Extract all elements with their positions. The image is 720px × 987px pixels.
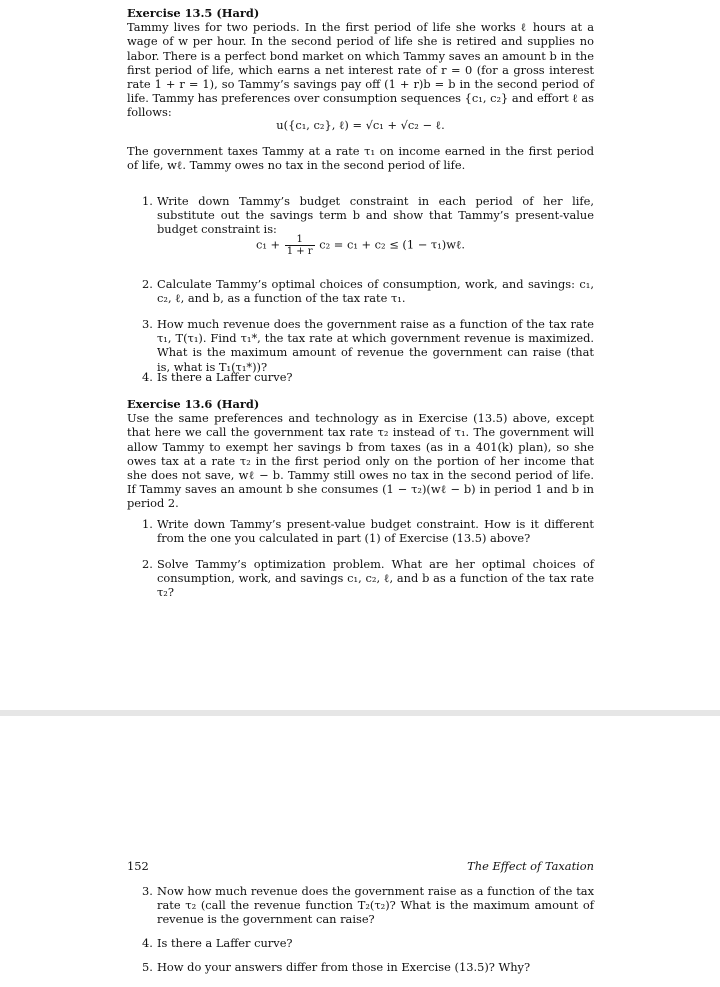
budget-constraint-equation — [127, 234, 594, 257]
question-number: 3. — [142, 317, 153, 331]
exercise-13-5-tax-paragraph: The government taxes Tammy at a rate τ₁ on income earned in the first period of life, wℓ. Tammy owes no tax in the second period of life. — [127, 144, 594, 173]
fraction-numerator: 1 — [285, 234, 315, 246]
question-number: 2. — [142, 277, 153, 291]
utility-equation: u({c₁, c₂}, ℓ) = √c₁ + √c₂ − ℓ. — [276, 118, 445, 132]
exercise-13-6-paragraph: Use the same preferences and technology as in Exercise (13.5) above, except that here we call the government tax rate τ₂ instead of τ₁. The government will allow Tammy to exempt her savings b from taxes (as in a 401(k) plan), so she owes tax at a rate τ₂ in the first period only on the portion of her income that she does not save, wℓ − b. Tammy still owes no tax in the second period of life. If Tammy saves an amount b she consumes (1 − τ₂)(wℓ − b) in period 1 and b in period 2. — [127, 411, 594, 511]
question-number: 4. — [142, 936, 153, 950]
question-text: Is there a Laffer curve? — [157, 370, 293, 384]
question-text: Solve Tammy’s optimization problem. What are her optimal choices of consumption, work, and savings c₁, c₂, ℓ, and b as a function of the tax rate τ₂? — [157, 557, 594, 600]
exercise-13-5-paragraph: Tammy lives for two periods. In the first period of life she works ℓ hours at a wage of w per hour. In the second period of life she is retired and supplies no labor. There is a perfect bond market on which Tammy saves an amount b in the first period of life, which earns a net interest rate of r = 0 (for a gross interest rate 1 + r = 1), so Tammy’s savings pay off (1 + r)b = b in the second period of life. Tammy has preferences over consumption sequences {c₁, c₂} and effort ℓ as follows: — [127, 20, 594, 120]
question-text: Calculate Tammy’s optimal choices of consumption, work, and savings: c₁, c₂, ℓ, and b, as a function of the tax rate τ₁. — [157, 277, 594, 306]
exercise-13-6-question-4 — [142, 936, 594, 950]
question-text: Write down Tammy’s present-value budget constraint. How is it different from the one you calculated in part (1) of Exercise (13.5) above? — [157, 517, 594, 546]
fraction — [285, 234, 315, 257]
question-text: Write down Tammy’s budget constraint in each period of her life, substitute out the savings term b and show that Tammy’s present-value budget constraint is: — [157, 194, 594, 237]
question-text: How do your answers differ from those in Exercise (13.5)? Why? — [157, 960, 531, 974]
question-number: 1. — [142, 194, 153, 208]
exercise-13-6-question-1 — [142, 517, 594, 545]
question-number: 4. — [142, 370, 153, 384]
page-2 — [0, 716, 720, 987]
running-title: The Effect of Taxation — [467, 859, 594, 873]
question-text: Is there a Laffer curve? — [157, 936, 293, 950]
question-text: Now how much revenue does the government raise as a function of the tax rate τ₂ (call the revenue function T₂(τ₂)? What is the maximum amount of revenue is the government can raise? — [157, 884, 594, 927]
exercise-13-6-heading: Exercise 13.6 (Hard) — [127, 397, 260, 411]
exercise-13-5-question-2 — [142, 277, 594, 305]
question-text: How much revenue does the government raise as a function of the tax rate τ₁, T(τ₁). Find τ₁*, the tax rate at which government revenue is maximized. What is the maximum amount of revenue the government can raise (that is, what is T₁(τ₁*))? — [157, 317, 594, 374]
question-number: 5. — [142, 960, 153, 974]
question-number: 3. — [142, 884, 153, 898]
budget-rhs: c₂ = c₁ + c₂ ≤ (1 − τ₁)wℓ. — [319, 237, 466, 252]
fraction-denominator: 1 + r — [286, 246, 313, 257]
budget-lhs: c₁ + — [255, 237, 281, 252]
question-number: 1. — [142, 517, 153, 531]
exercise-13-5-question-3 — [142, 317, 594, 374]
exercise-13-6-question-2 — [142, 557, 594, 600]
exercise-13-6-intro — [127, 397, 594, 511]
exercise-13-6-question-3 — [142, 884, 594, 927]
exercise-13-5-question-1 — [142, 194, 594, 237]
exercise-13-6-question-5 — [142, 960, 594, 974]
exercise-13-5-question-4 — [142, 370, 594, 384]
exercise-13-5-intro — [127, 6, 594, 120]
page-number: 152 — [127, 859, 149, 873]
exercise-13-5-heading: Exercise 13.5 (Hard) — [127, 6, 260, 20]
question-number: 2. — [142, 557, 153, 571]
